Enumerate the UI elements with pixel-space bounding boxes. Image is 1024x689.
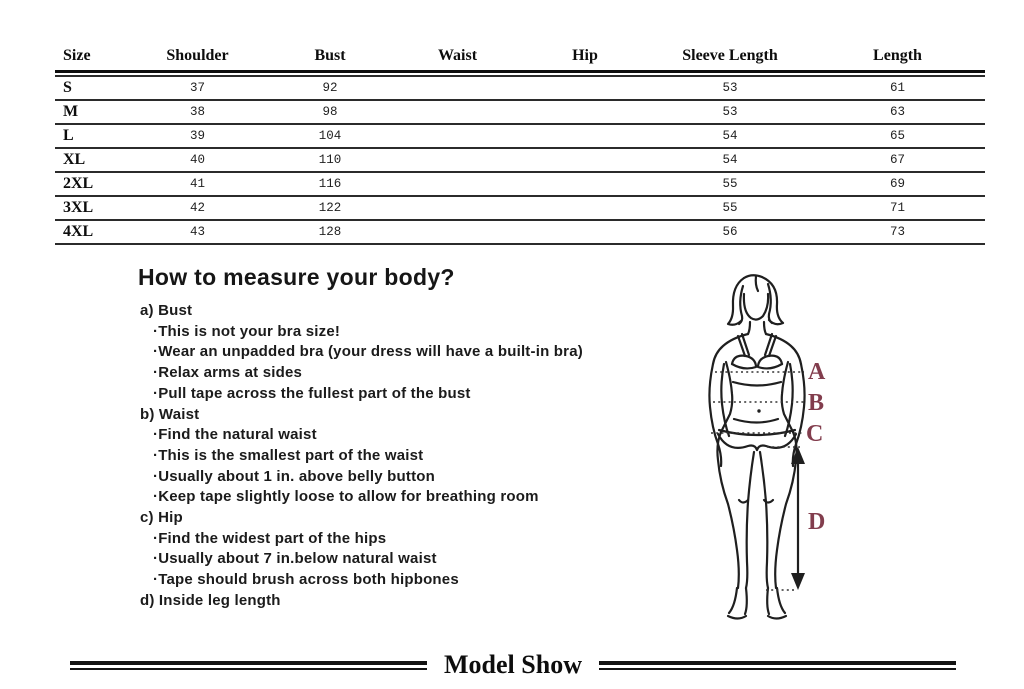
size-label-cell: M bbox=[55, 100, 130, 124]
column-header-hip: Hip bbox=[520, 45, 650, 72]
size-label-cell: L bbox=[55, 124, 130, 148]
left-divider-line bbox=[70, 661, 427, 670]
measurement-label-a: A bbox=[808, 359, 826, 385]
table-header-row bbox=[55, 45, 985, 72]
measurement-cell bbox=[520, 172, 650, 196]
measure-guide-list bbox=[140, 301, 660, 612]
column-header-sleeve-length: Sleeve Length bbox=[650, 45, 810, 72]
guide-section-label: d) Inside leg length bbox=[140, 591, 281, 609]
measurement-cell: 122 bbox=[265, 196, 395, 220]
measurement-cell: 41 bbox=[130, 172, 265, 196]
measurement-cell: 56 bbox=[650, 220, 810, 244]
measurement-label-d: D bbox=[808, 509, 826, 535]
inside-leg-arrow bbox=[791, 447, 805, 590]
table-row bbox=[55, 148, 985, 172]
table-row bbox=[55, 196, 985, 220]
column-header-shoulder: Shoulder bbox=[130, 45, 265, 72]
measurement-cell bbox=[395, 124, 520, 148]
measurement-cell: 37 bbox=[130, 76, 265, 100]
measurement-cell: 55 bbox=[650, 196, 810, 220]
guide-item: ·Find the natural waist bbox=[153, 426, 317, 444]
measurement-cell: 128 bbox=[265, 220, 395, 244]
measurement-cell: 63 bbox=[810, 100, 985, 124]
measurement-cell: 61 bbox=[810, 76, 985, 100]
measurement-cell: 40 bbox=[130, 148, 265, 172]
measure-guide-title: How to measure your body? bbox=[138, 264, 455, 290]
guide-item: ·Usually about 7 in.below natural waist bbox=[153, 550, 437, 568]
measurement-cell bbox=[520, 76, 650, 100]
measurement-cell bbox=[395, 172, 520, 196]
column-header-bust: Bust bbox=[265, 45, 395, 72]
measurement-cell: 54 bbox=[650, 148, 810, 172]
size-table bbox=[55, 45, 985, 245]
measurement-cell: 43 bbox=[130, 220, 265, 244]
measurement-cell: 55 bbox=[650, 172, 810, 196]
measurement-cell: 38 bbox=[130, 100, 265, 124]
table-row bbox=[55, 172, 985, 196]
female-body-illustration bbox=[688, 272, 873, 632]
table-row bbox=[55, 124, 985, 148]
measurement-cell: 53 bbox=[650, 76, 810, 100]
guide-item: ·This is not your bra size! bbox=[153, 322, 341, 340]
model-show-title: Model Show bbox=[444, 650, 582, 679]
measurement-cell bbox=[395, 100, 520, 124]
measurement-cell bbox=[520, 148, 650, 172]
guide-item: ·Find the widest part of the hips bbox=[153, 529, 387, 547]
measurement-cell: 65 bbox=[810, 124, 985, 148]
measurement-cell bbox=[395, 220, 520, 244]
measurement-cell bbox=[395, 76, 520, 100]
table-row bbox=[55, 100, 985, 124]
measurement-cell: 71 bbox=[810, 196, 985, 220]
measurement-cell: 116 bbox=[265, 172, 395, 196]
measurement-cell: 110 bbox=[265, 148, 395, 172]
size-label-cell: 2XL bbox=[55, 172, 130, 196]
measurement-cell: 73 bbox=[810, 220, 985, 244]
measurement-cell bbox=[520, 100, 650, 124]
guide-item: ·Keep tape slightly loose to allow for breathing room bbox=[153, 488, 539, 506]
measurement-cell bbox=[395, 196, 520, 220]
measurement-cell: 104 bbox=[265, 124, 395, 148]
guide-item: ·Pull tape across the fullest part of the bust bbox=[153, 384, 471, 402]
measurement-cell: 98 bbox=[265, 100, 395, 124]
measurement-cell bbox=[520, 220, 650, 244]
guide-item: ·Usually about 1 in. above belly button bbox=[153, 467, 435, 485]
model-show-divider bbox=[70, 650, 956, 680]
measurement-cell: 92 bbox=[265, 76, 395, 100]
measurement-cell: 39 bbox=[130, 124, 265, 148]
measurement-cell bbox=[395, 148, 520, 172]
column-header-size: Size bbox=[55, 45, 130, 72]
measurement-cell: 67 bbox=[810, 148, 985, 172]
size-label-cell: 3XL bbox=[55, 196, 130, 220]
measurement-cell: 69 bbox=[810, 172, 985, 196]
guide-item: ·This is the smallest part of the waist bbox=[153, 446, 424, 464]
size-label-cell: S bbox=[55, 76, 130, 100]
guide-section-label: b) Waist bbox=[140, 405, 200, 423]
right-divider-line bbox=[599, 661, 956, 670]
measurement-cell bbox=[520, 124, 650, 148]
measurement-cell: 54 bbox=[650, 124, 810, 148]
measurement-cell: 53 bbox=[650, 100, 810, 124]
guide-section-label: c) Hip bbox=[140, 509, 183, 527]
table-row bbox=[55, 220, 985, 244]
size-label-cell: XL bbox=[55, 148, 130, 172]
column-header-length: Length bbox=[810, 45, 985, 72]
measurement-cell bbox=[520, 196, 650, 220]
body-measurement-figure bbox=[688, 272, 873, 632]
guide-item: ·Relax arms at sides bbox=[153, 364, 303, 382]
guide-item: ·Tape should brush across both hipbones bbox=[153, 571, 459, 589]
measurement-cell: 42 bbox=[130, 196, 265, 220]
size-label-cell: 4XL bbox=[55, 220, 130, 244]
table-row bbox=[55, 76, 985, 100]
guide-section-label: a) Bust bbox=[140, 302, 193, 319]
guide-item: ·Wear an unpadded bra (your dress will have a built-in bra) bbox=[153, 343, 583, 361]
measurement-label-b: B bbox=[808, 390, 825, 416]
measurement-label-c: C bbox=[806, 421, 824, 447]
column-header-waist: Waist bbox=[395, 45, 520, 72]
